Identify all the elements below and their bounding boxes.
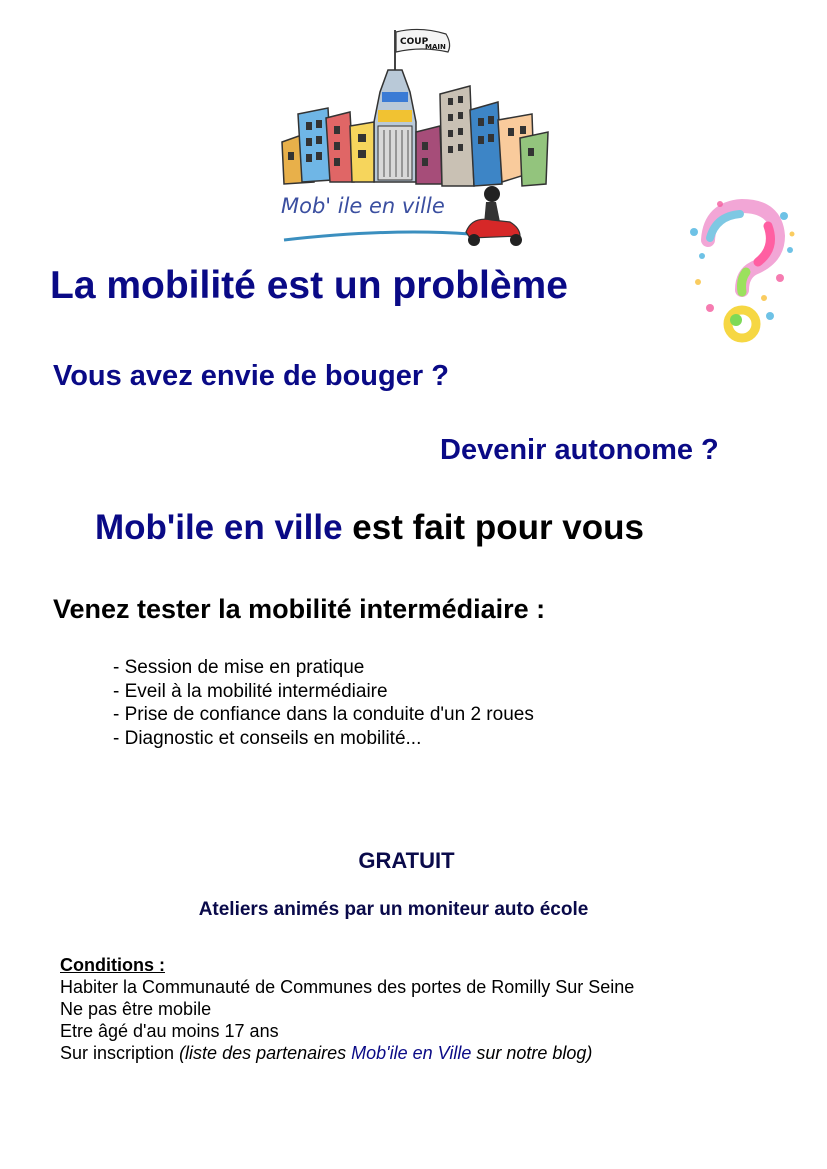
- question-autonomy: Devenir autonome ?: [440, 434, 719, 466]
- registration-prefix: Sur inscription: [60, 1043, 180, 1063]
- feature-item: - Eveil à la mobilité intermédiaire: [113, 680, 388, 702]
- question-mark-icon: [680, 198, 802, 348]
- condition-line: Etre âgé d'au moins 17 ans: [60, 1021, 279, 1041]
- feature-item: - Session de mise en pratique: [113, 657, 365, 678]
- mob-ile-en-ville-logo: [270, 22, 560, 254]
- workshops-note: Ateliers animés par un moniteur auto école: [198, 899, 589, 920]
- partners-note-start: (liste des partenaires: [179, 1043, 352, 1063]
- conditions-heading: Conditions :: [60, 955, 165, 975]
- page-title: La mobilité est un problème: [50, 264, 568, 307]
- condition-line: Habiter la Communauté de Communes des portes de Romilly Sur Seine: [60, 977, 635, 997]
- conditions-block: [60, 954, 634, 1064]
- logo-flag-text-2: MAIN: [425, 43, 446, 51]
- feature-list: [113, 656, 534, 750]
- feature-item: - Prise de confiance dans la conduite d'un 2 roues: [113, 704, 534, 725]
- condition-line-registration: [60, 1042, 634, 1064]
- question-move: Vous avez envie de bouger ?: [53, 360, 449, 392]
- tagline-brand: Mob'ile en ville: [95, 508, 343, 547]
- condition-line: Ne pas être mobile: [60, 999, 212, 1019]
- intro-heading: Venez tester la mobilité intermédiaire :: [53, 594, 546, 624]
- logo-flag-text-1: COUP: [400, 37, 429, 47]
- tagline-rest: est fait pour vous: [352, 508, 644, 547]
- tagline: [95, 508, 644, 548]
- feature-item: - Diagnostic et conseils en mobilité...: [113, 727, 422, 749]
- logo-brand-text: Mob' ile en ville: [281, 194, 445, 218]
- partners-brand: Mob'ile en Ville: [351, 1043, 472, 1063]
- partners-note-end: sur notre blog): [471, 1043, 593, 1063]
- free-label: GRATUIT: [358, 848, 455, 873]
